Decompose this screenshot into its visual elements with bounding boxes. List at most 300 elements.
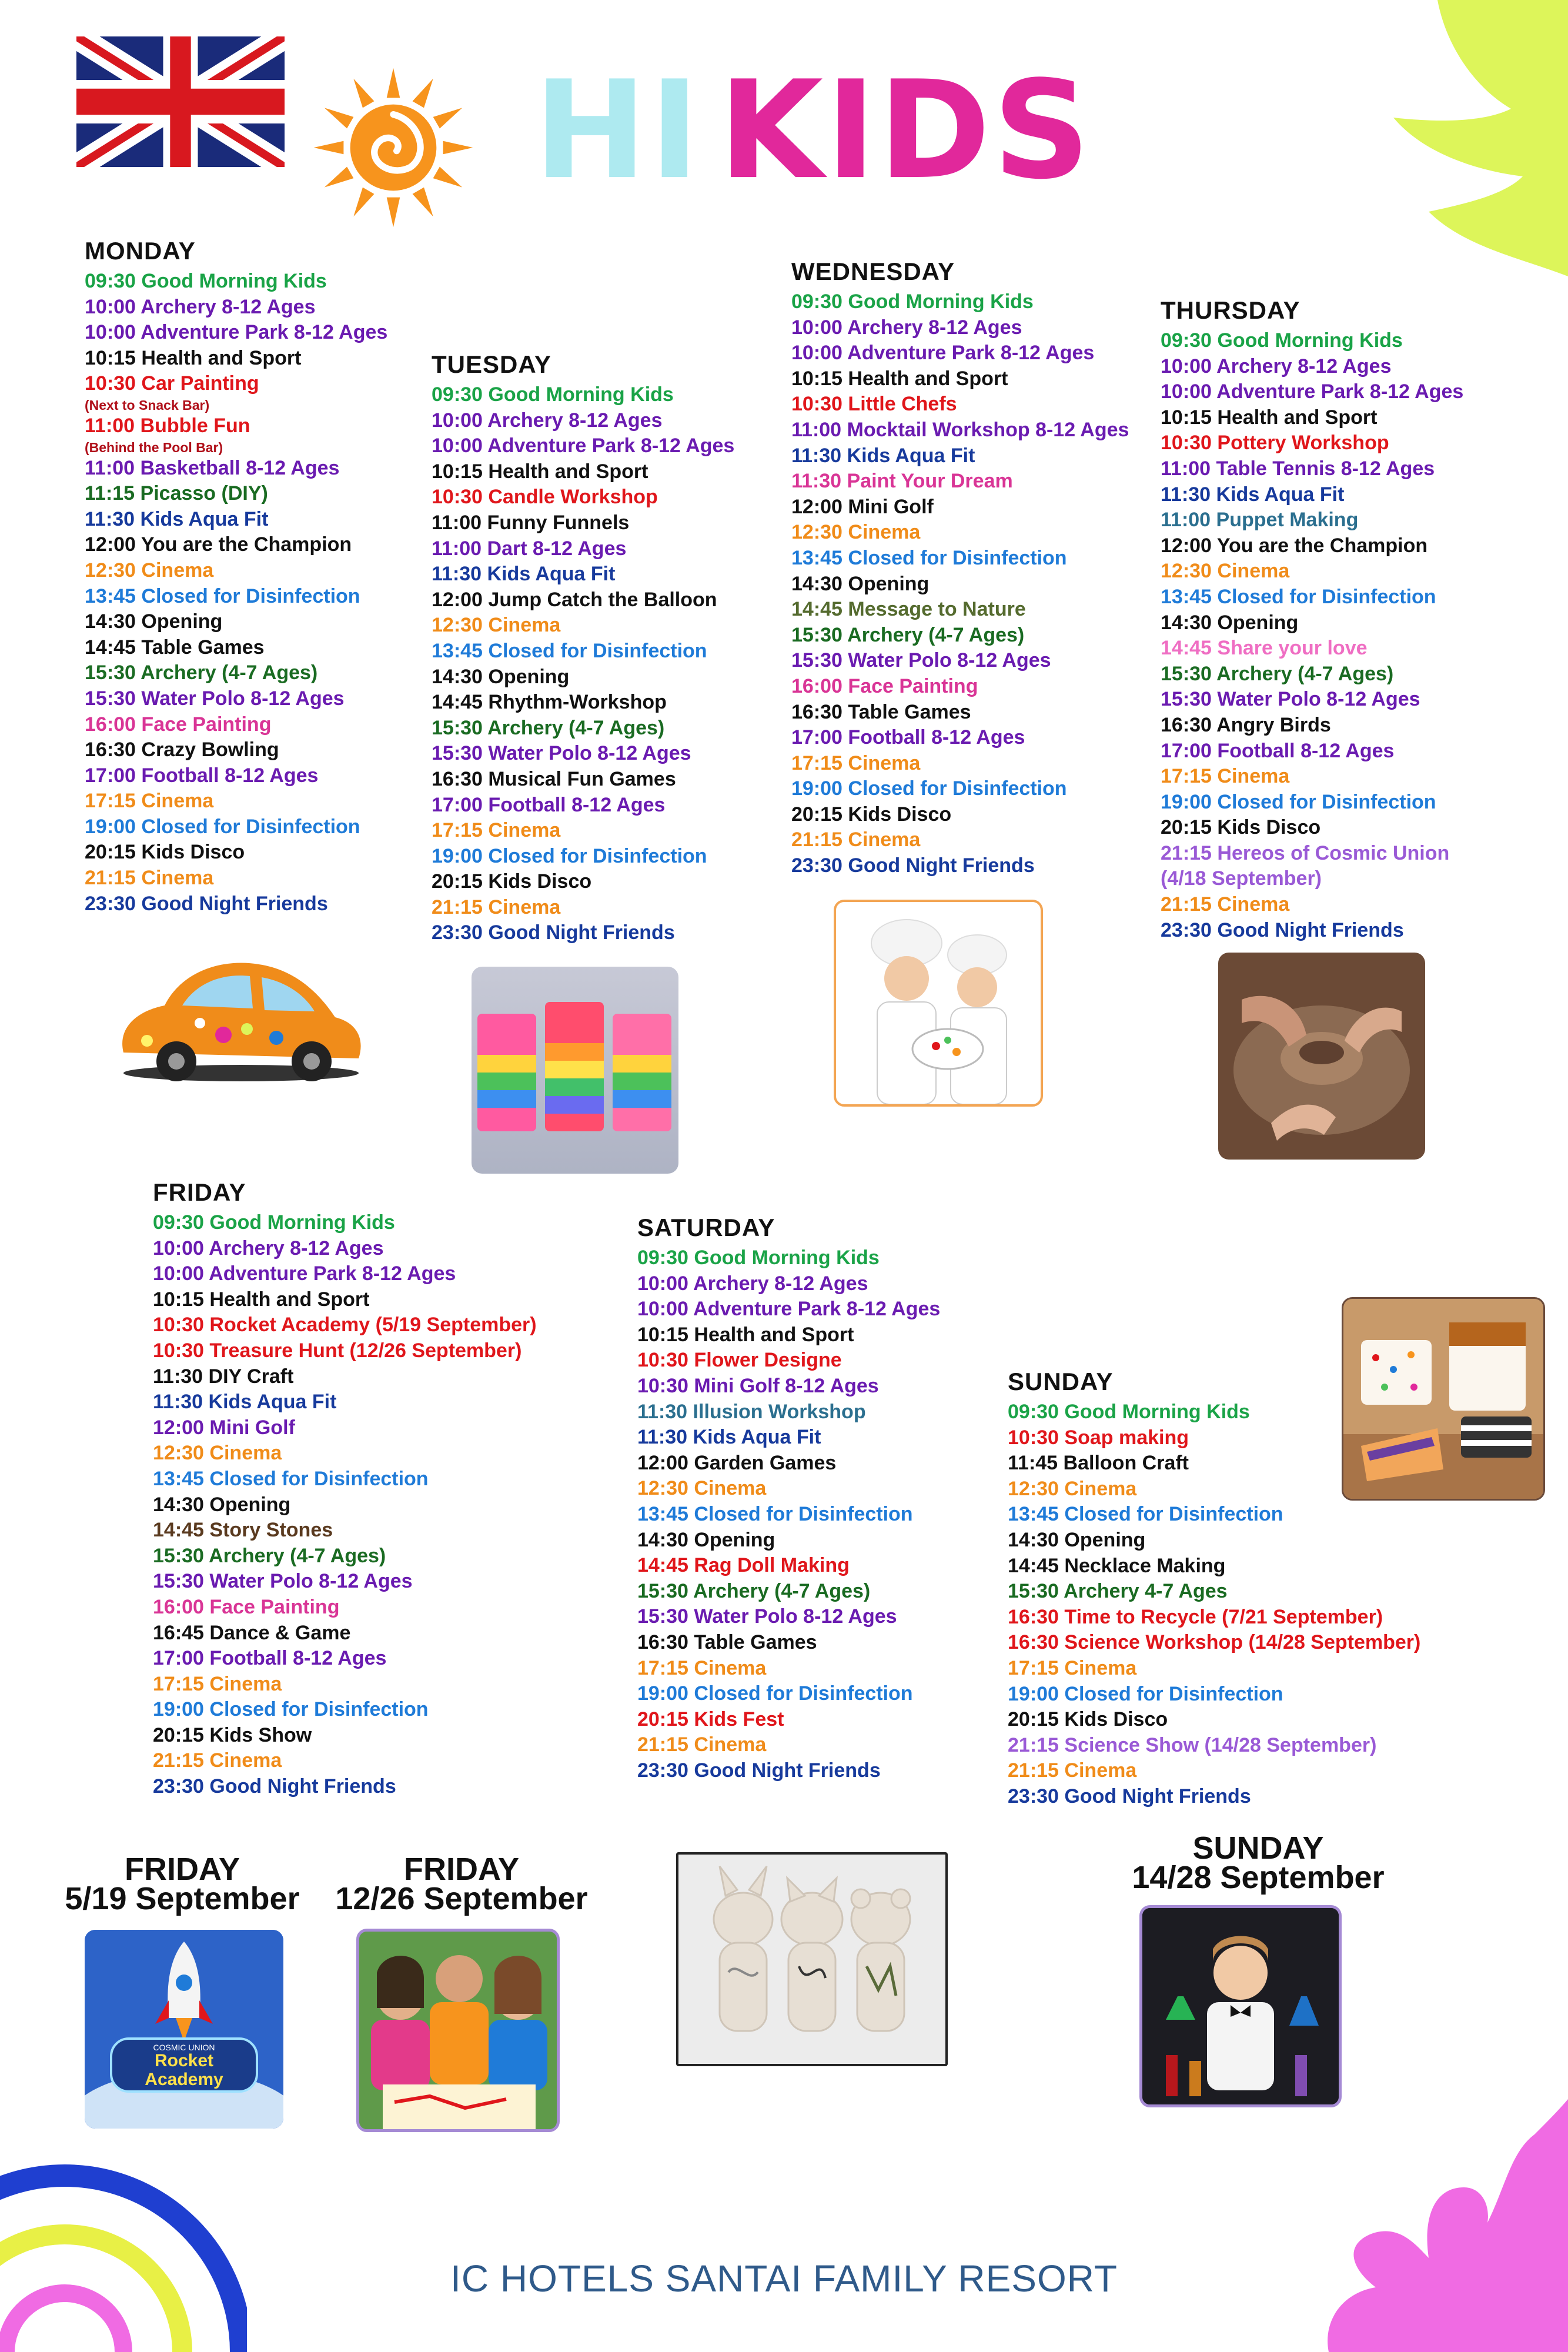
event-time: 11:00 bbox=[85, 456, 135, 479]
event-label: Opening bbox=[1064, 1528, 1146, 1551]
event-item bbox=[637, 1604, 940, 1630]
event-label: Health and Sport bbox=[209, 1288, 370, 1311]
event-time: 12:00 bbox=[153, 1416, 204, 1439]
event-time: 21:15 bbox=[1008, 1733, 1059, 1756]
event-label: Mocktail Workshop 8-12 Ages bbox=[847, 418, 1129, 441]
event-label: Closed for Disinfection bbox=[1064, 1503, 1283, 1526]
event-time: 23:30 bbox=[153, 1775, 204, 1798]
event-list bbox=[1161, 328, 1463, 943]
event-item bbox=[85, 456, 387, 482]
event-item bbox=[153, 1646, 537, 1672]
event-item bbox=[153, 1492, 537, 1518]
uk-flag-icon bbox=[76, 36, 285, 167]
event-label: Treasure Hunt (12/26 September) bbox=[209, 1339, 522, 1362]
event-time: 21:15 bbox=[85, 867, 136, 890]
event-label: Kids Aqua Fit bbox=[487, 563, 616, 586]
event-time: 12:30 bbox=[153, 1442, 204, 1465]
event-time: 10:15 bbox=[432, 460, 483, 483]
event-item bbox=[1008, 1707, 1420, 1733]
event-item bbox=[637, 1681, 940, 1707]
event-item bbox=[791, 340, 1129, 366]
event-time: 15:30 bbox=[1008, 1580, 1059, 1603]
event-label: Water Polo 8-12 Ages bbox=[488, 742, 691, 765]
event-label: Angry Birds bbox=[1216, 713, 1331, 736]
event-item bbox=[637, 1476, 940, 1502]
event-label: Closed for Disinfection bbox=[694, 1682, 913, 1705]
event-item bbox=[791, 700, 1129, 726]
event-item bbox=[791, 315, 1129, 341]
event-label: Story Stones bbox=[209, 1519, 333, 1542]
event-item bbox=[791, 648, 1129, 674]
event-time: 14:30 bbox=[637, 1528, 688, 1551]
event-label: Closed for Disinfection bbox=[209, 1698, 429, 1721]
event-label: Health and Sport bbox=[1217, 406, 1378, 429]
event-time: 15:30 bbox=[637, 1605, 688, 1628]
event-time: 20:15 bbox=[791, 803, 842, 826]
pink-splat-decoration bbox=[1288, 2099, 1568, 2352]
event-item bbox=[85, 660, 387, 686]
event-label: Opening bbox=[209, 1493, 291, 1516]
event-label: Kids Aqua Fit bbox=[847, 444, 975, 467]
event-label: Table Games bbox=[848, 700, 971, 723]
event-label: Archery 8-12 Ages bbox=[693, 1272, 868, 1295]
event-label: Cinema bbox=[141, 559, 214, 582]
event-time: 09:30 bbox=[1161, 329, 1212, 352]
event-label: Cinema bbox=[694, 1733, 767, 1756]
event-label: Cinema bbox=[848, 521, 921, 544]
event-label: Archery 8-12 Ages bbox=[209, 1237, 384, 1259]
event-label: Archery (4-7 Ages) bbox=[487, 716, 665, 739]
event-time: 09:30 bbox=[1008, 1401, 1059, 1423]
day-title: MONDAY bbox=[85, 237, 196, 265]
event-label: Science Show (14/28 September) bbox=[1064, 1733, 1377, 1756]
event-label: Cinema bbox=[1217, 765, 1290, 788]
event-time: 11:30 bbox=[153, 1365, 203, 1388]
event-time: 15:30 bbox=[153, 1570, 204, 1593]
event-item bbox=[153, 1697, 537, 1723]
event-item bbox=[153, 1312, 537, 1338]
event-item bbox=[1161, 764, 1463, 790]
event-label: Garden Games bbox=[694, 1451, 837, 1474]
event-label: Mini Golf bbox=[209, 1416, 295, 1439]
event-time: 11:00 bbox=[85, 414, 135, 437]
event-label: Time to Recycle (7/21 September) bbox=[1064, 1605, 1383, 1628]
event-time: 16:00 bbox=[791, 674, 842, 697]
event-time: 10:00 bbox=[791, 342, 842, 365]
event-label: Good Night Friends bbox=[1217, 918, 1404, 941]
event-time: 19:00 bbox=[1008, 1682, 1059, 1705]
event-label: Adventure Park 8-12 Ages bbox=[693, 1298, 941, 1321]
event-item bbox=[85, 269, 387, 295]
event-label: Closed for Disinfection bbox=[141, 815, 360, 838]
event-label: Archery 4-7 Ages bbox=[1064, 1580, 1228, 1603]
event-time: 21:15 bbox=[153, 1749, 204, 1772]
event-label: Kids Disco bbox=[1064, 1708, 1168, 1731]
event-list bbox=[637, 1245, 940, 1783]
rocket-logo-small: COSMIC UNION bbox=[153, 2043, 215, 2052]
event-label: Good Night Friends bbox=[488, 921, 675, 944]
event-item bbox=[1161, 739, 1463, 764]
event-item bbox=[432, 818, 734, 844]
event-label: Paint Your Dream bbox=[847, 470, 1013, 493]
little-chefs-image bbox=[834, 900, 1043, 1107]
event-time: 14:30 bbox=[1008, 1528, 1059, 1551]
event-label: Rag Doll Making bbox=[694, 1554, 850, 1577]
event-time: 16:30 bbox=[637, 1631, 688, 1653]
event-label: (4/18 September) bbox=[1161, 867, 1322, 890]
event-time: 12:00 bbox=[637, 1451, 688, 1474]
event-item bbox=[85, 609, 387, 635]
event-item bbox=[1008, 1733, 1420, 1759]
event-item bbox=[432, 562, 734, 587]
event-label: Good Morning Kids bbox=[1217, 329, 1403, 352]
event-time: 11:45 bbox=[1008, 1452, 1058, 1475]
event-time: 15:30 bbox=[85, 687, 136, 710]
event-time: 14:45 bbox=[637, 1554, 688, 1577]
event-label: Good Morning Kids bbox=[848, 290, 1034, 313]
event-time: 10:00 bbox=[432, 435, 483, 457]
event-label: Message to Nature bbox=[848, 598, 1026, 621]
event-label: Cinema bbox=[488, 614, 561, 637]
event-time: 23:30 bbox=[1008, 1785, 1059, 1808]
event-item bbox=[791, 443, 1129, 469]
day-thursday bbox=[1161, 296, 1463, 943]
event-time: 17:00 bbox=[153, 1647, 204, 1670]
event-time: 17:15 bbox=[1161, 765, 1212, 788]
event-item bbox=[432, 741, 734, 767]
event-item bbox=[153, 1748, 537, 1774]
day-title: FRIDAY bbox=[153, 1178, 246, 1206]
event-item bbox=[637, 1374, 940, 1399]
event-item bbox=[85, 737, 387, 763]
event-label: Cinema bbox=[209, 1749, 282, 1772]
event-time: 10:30 bbox=[153, 1314, 204, 1337]
event-time: 10:30 bbox=[1161, 432, 1212, 455]
event-label: Puppet Making bbox=[1216, 509, 1359, 532]
event-time: 19:00 bbox=[85, 815, 136, 838]
event-note bbox=[85, 397, 387, 413]
event-label: Funny Funnels bbox=[487, 511, 630, 534]
event-label: Cinema bbox=[488, 896, 561, 918]
event-time: 12:00 bbox=[85, 533, 136, 556]
event-time: 21:15 bbox=[1161, 841, 1212, 864]
event-item bbox=[85, 371, 387, 397]
event-item bbox=[432, 869, 734, 895]
event-time: 14:45 bbox=[791, 598, 842, 621]
event-time: 12:30 bbox=[791, 521, 842, 544]
event-time: 17:00 bbox=[1161, 739, 1212, 762]
event-item bbox=[1161, 405, 1463, 431]
event-label: Good Night Friends bbox=[848, 854, 1035, 877]
event-item bbox=[1161, 507, 1463, 533]
event-time: 10:00 bbox=[637, 1298, 688, 1321]
event-label: Opening bbox=[694, 1528, 775, 1551]
event-time: 14:45 bbox=[153, 1519, 204, 1542]
event-label: Good Morning Kids bbox=[694, 1247, 880, 1269]
event-label: Opening bbox=[488, 665, 570, 688]
event-item bbox=[791, 674, 1129, 700]
event-item bbox=[85, 712, 387, 738]
rag-doll-image bbox=[676, 1852, 948, 2066]
event-time: 14:30 bbox=[85, 610, 136, 633]
event-item bbox=[791, 776, 1129, 802]
event-label: Archery (4-7 Ages) bbox=[1216, 662, 1394, 685]
event-time: 09:30 bbox=[153, 1211, 204, 1234]
event-label: Share your love bbox=[1217, 637, 1368, 660]
rocket-academy-image bbox=[85, 1930, 283, 2129]
promo-day: SUNDAY bbox=[1192, 1830, 1324, 1866]
event-time: 15:30 bbox=[432, 716, 483, 739]
event-label: Good Morning Kids bbox=[488, 383, 674, 406]
event-label: Cinema bbox=[1064, 1759, 1137, 1782]
event-item bbox=[432, 664, 734, 690]
event-label: Mini Golf 8-12 Ages bbox=[694, 1374, 879, 1397]
event-item bbox=[153, 1595, 537, 1621]
event-item bbox=[432, 382, 734, 408]
event-time: 12:30 bbox=[432, 614, 483, 637]
science-kid-image bbox=[1139, 1905, 1342, 2107]
event-list bbox=[85, 269, 387, 917]
event-label: Closed for Disinfection bbox=[694, 1502, 913, 1525]
day-monday bbox=[85, 237, 387, 917]
day-title: SATURDAY bbox=[637, 1214, 775, 1241]
event-label: Flower Designe bbox=[694, 1349, 842, 1372]
event-time: 14:45 bbox=[1008, 1554, 1059, 1577]
event-label: Closed for Disinfection bbox=[488, 639, 707, 662]
event-time: 23:30 bbox=[791, 854, 842, 877]
event-time: 10:30 bbox=[637, 1374, 688, 1397]
day-saturday bbox=[637, 1214, 940, 1783]
event-time: 16:30 bbox=[791, 700, 842, 723]
event-time: 10:30 bbox=[1008, 1426, 1059, 1449]
event-item bbox=[153, 1236, 537, 1262]
event-item bbox=[153, 1210, 537, 1236]
event-item bbox=[637, 1528, 940, 1553]
event-item bbox=[1008, 1784, 1420, 1810]
promo-dates: 14/28 September bbox=[1132, 1860, 1385, 1895]
event-item bbox=[85, 413, 387, 439]
day-title: SUNDAY bbox=[1008, 1368, 1114, 1395]
event-item bbox=[1161, 379, 1463, 405]
event-item bbox=[85, 635, 387, 661]
event-time: 17:15 bbox=[432, 819, 483, 842]
event-time: 15:30 bbox=[791, 649, 842, 672]
event-item bbox=[637, 1322, 940, 1348]
event-label: Closed for Disinfection bbox=[1217, 585, 1436, 608]
event-label: Pottery Workshop bbox=[1217, 432, 1389, 455]
event-label: Candle Workshop bbox=[488, 486, 658, 509]
event-item bbox=[153, 1544, 537, 1569]
event-item bbox=[85, 346, 387, 372]
title-kids: KIDS bbox=[718, 52, 1093, 209]
event-label: Health and Sport bbox=[488, 460, 648, 483]
event-time: 20:15 bbox=[1161, 816, 1212, 839]
event-time: 10:00 bbox=[637, 1272, 688, 1295]
event-label: Opening bbox=[848, 572, 930, 595]
event-label: Football 8-12 Ages bbox=[848, 726, 1025, 749]
event-time: 14:45 bbox=[1161, 637, 1212, 660]
event-label: Health and Sport bbox=[141, 346, 302, 369]
event-label: Kids Fest bbox=[694, 1708, 784, 1730]
event-label: Bubble Fun bbox=[140, 414, 250, 437]
event-item bbox=[1008, 1656, 1420, 1682]
event-item bbox=[1161, 713, 1463, 739]
event-time: 17:15 bbox=[791, 751, 842, 774]
event-item bbox=[1161, 815, 1463, 841]
event-time: 16:00 bbox=[153, 1595, 204, 1618]
day-title: TUESDAY bbox=[432, 350, 551, 378]
event-item bbox=[637, 1502, 940, 1528]
event-item bbox=[153, 1261, 537, 1287]
event-time: 10:15 bbox=[153, 1288, 204, 1311]
event-item bbox=[153, 1466, 537, 1492]
event-item bbox=[1161, 430, 1463, 456]
event-item bbox=[637, 1399, 940, 1425]
event-item bbox=[432, 690, 734, 716]
event-label: Football 8-12 Ages bbox=[1217, 739, 1395, 762]
event-time: 13:45 bbox=[1008, 1503, 1059, 1526]
event-label: Cinema bbox=[848, 828, 921, 851]
rocket-logo-line2: Academy bbox=[145, 2070, 223, 2089]
event-time: 10:00 bbox=[1161, 355, 1212, 377]
event-time: 19:00 bbox=[1161, 790, 1212, 813]
event-time: 20:15 bbox=[153, 1723, 204, 1746]
event-time: 10:30 bbox=[85, 372, 136, 395]
event-time: 10:00 bbox=[153, 1237, 204, 1259]
event-label: Rhythm-Workshop bbox=[488, 691, 667, 714]
event-time: 14:45 bbox=[85, 636, 136, 659]
event-item bbox=[153, 1441, 537, 1466]
event-label: Cinema bbox=[209, 1672, 282, 1695]
event-time: 09:30 bbox=[85, 270, 136, 292]
event-label: Archery 8-12 Ages bbox=[847, 316, 1022, 339]
event-time: 11:00 bbox=[1161, 457, 1211, 480]
sun-spiral-icon bbox=[310, 65, 476, 230]
event-item bbox=[153, 1569, 537, 1595]
event-time: 12:30 bbox=[1161, 560, 1212, 583]
event-item bbox=[791, 827, 1129, 853]
event-label: Good Morning Kids bbox=[141, 270, 327, 292]
event-label: Opening bbox=[1217, 611, 1299, 634]
event-label: Cinema bbox=[848, 751, 921, 774]
event-item bbox=[637, 1758, 940, 1784]
event-label: Kids Disco bbox=[848, 803, 952, 826]
event-item bbox=[1161, 610, 1463, 636]
event-label: Soap making bbox=[1064, 1426, 1189, 1449]
event-label: Cinema bbox=[694, 1477, 767, 1500]
event-item bbox=[637, 1579, 940, 1605]
event-time: 17:15 bbox=[153, 1672, 204, 1695]
rocket-logo-line1: Rocket bbox=[154, 2051, 214, 2070]
event-time: 20:15 bbox=[85, 841, 136, 864]
event-time: 23:30 bbox=[637, 1759, 688, 1782]
event-label: Jump Catch the Balloon bbox=[488, 588, 717, 611]
event-item bbox=[791, 417, 1129, 443]
event-item bbox=[85, 481, 387, 507]
event-item bbox=[1161, 328, 1463, 354]
event-label: Football 8-12 Ages bbox=[141, 764, 319, 787]
event-label: Kids Disco bbox=[1217, 816, 1321, 839]
event-list bbox=[432, 382, 734, 946]
event-label: Adventure Park 8-12 Ages bbox=[487, 435, 735, 457]
event-time: 16:30 bbox=[1161, 713, 1212, 736]
event-time: 14:30 bbox=[791, 572, 842, 595]
event-item bbox=[85, 891, 387, 917]
rainbow-swirl-decoration bbox=[0, 2140, 247, 2352]
event-item bbox=[1161, 456, 1463, 482]
event-label: Mini Golf bbox=[848, 495, 934, 518]
event-time: 15:30 bbox=[432, 742, 483, 765]
event-item bbox=[637, 1630, 940, 1656]
event-item bbox=[432, 587, 734, 613]
event-time: 20:15 bbox=[637, 1708, 688, 1730]
event-item bbox=[432, 536, 734, 562]
event-item bbox=[1161, 482, 1463, 508]
event-item bbox=[791, 725, 1129, 751]
event-time: 10:00 bbox=[85, 295, 136, 318]
event-time: 21:15 bbox=[637, 1733, 688, 1756]
event-time: 10:00 bbox=[153, 1262, 204, 1285]
event-item bbox=[791, 289, 1129, 315]
event-time: 19:00 bbox=[637, 1682, 688, 1705]
event-item bbox=[1008, 1553, 1420, 1579]
event-item bbox=[637, 1707, 940, 1733]
event-item bbox=[791, 392, 1129, 417]
event-label: Good Morning Kids bbox=[1064, 1401, 1250, 1423]
event-time: 23:30 bbox=[1161, 918, 1212, 941]
event-item bbox=[153, 1672, 537, 1698]
event-time: 11:00 bbox=[432, 537, 482, 560]
event-time: 17:15 bbox=[1008, 1656, 1059, 1679]
event-item bbox=[85, 789, 387, 814]
event-item bbox=[153, 1415, 537, 1441]
pottery-workshop-image bbox=[1218, 953, 1425, 1160]
event-label: Illusion Workshop bbox=[693, 1400, 866, 1423]
promo-dates: 5/19 September bbox=[65, 1881, 300, 1916]
event-time: 14:45 bbox=[432, 691, 483, 714]
event-time: 11:30 bbox=[85, 507, 135, 530]
event-label: Cinema bbox=[1064, 1477, 1137, 1500]
event-label: Picasso (DIY) bbox=[140, 482, 268, 505]
event-time: 15:30 bbox=[1161, 662, 1212, 685]
event-label: Opening bbox=[141, 610, 223, 633]
event-time: 13:45 bbox=[153, 1467, 204, 1490]
event-time: 12:00 bbox=[432, 588, 483, 611]
event-label: Cinema bbox=[1217, 560, 1290, 583]
event-label: Cinema bbox=[209, 1442, 282, 1465]
event-label: Cinema bbox=[1217, 893, 1290, 916]
event-item bbox=[791, 469, 1129, 495]
event-label: Cinema bbox=[694, 1656, 767, 1679]
event-label: Kids Disco bbox=[141, 841, 245, 864]
event-item bbox=[791, 623, 1129, 649]
event-label: Water Polo 8-12 Ages bbox=[141, 687, 345, 710]
event-label: Balloon Craft bbox=[1063, 1452, 1189, 1475]
event-item bbox=[432, 639, 734, 664]
painted-beetle-car-image bbox=[112, 941, 370, 1088]
event-time: 11:00 bbox=[432, 511, 482, 534]
promo-day: FRIDAY bbox=[403, 1852, 520, 1887]
event-item bbox=[432, 844, 734, 870]
event-time: 11:30 bbox=[637, 1426, 688, 1449]
event-time: 10:15 bbox=[1161, 406, 1212, 429]
event-label: (Next to Snack Bar) bbox=[85, 397, 210, 413]
event-time: 11:30 bbox=[153, 1391, 203, 1414]
event-time: 16:30 bbox=[85, 739, 136, 761]
event-label: Kids Aqua Fit bbox=[1216, 483, 1345, 506]
event-item bbox=[791, 572, 1129, 597]
promo-dates: 12/26 September bbox=[335, 1881, 588, 1916]
